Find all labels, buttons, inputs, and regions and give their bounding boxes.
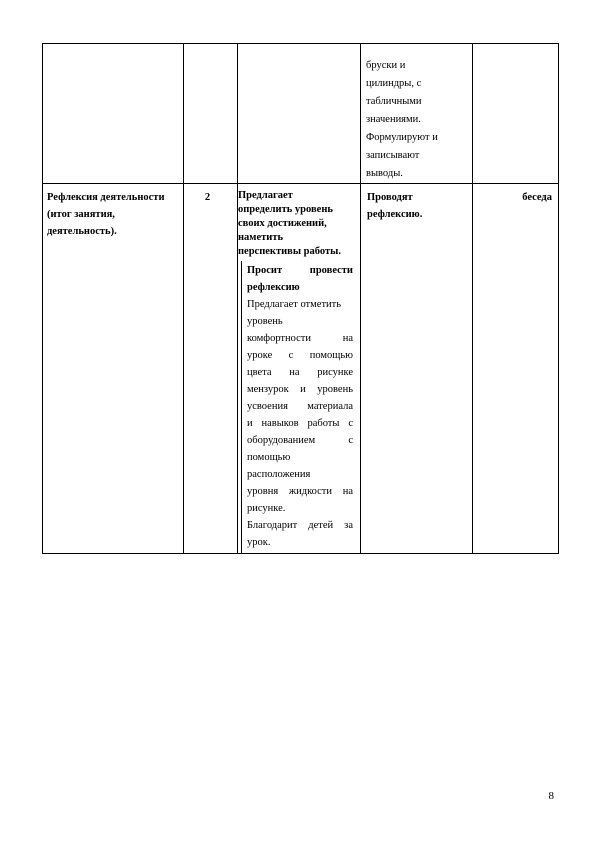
text-line: записывают (366, 150, 420, 161)
text-line: перспективы работы. (238, 246, 341, 257)
cell-minutes (184, 184, 238, 554)
cell-teacher-empty (238, 44, 361, 184)
text-line: деятельность). (47, 226, 117, 237)
minutes-value: 2 (204, 192, 211, 203)
text-line: (итог занятия, (47, 209, 115, 220)
cell-stage (43, 184, 184, 554)
students-activity (361, 184, 472, 223)
text-line: Рефлексия деятельности (47, 192, 165, 203)
text-line: и навыков работы с (247, 418, 353, 429)
text-line: табличными (366, 96, 422, 107)
lesson-plan-table (42, 43, 559, 554)
text-line: значениями. (366, 114, 421, 125)
text-line: помощью (247, 452, 291, 463)
text-line: урок. (247, 537, 271, 548)
text-line: бруски и (366, 60, 406, 71)
text-line: цвета на рисунке (247, 367, 353, 378)
cell-students (361, 184, 473, 554)
teacher-activity-box (241, 261, 356, 553)
text-line: Предлагает отметить (247, 299, 342, 310)
text-line: расположения (247, 469, 311, 480)
table-row-reflection (43, 184, 559, 554)
text-fragment: провести (309, 265, 353, 276)
text-line: своих достижений, (238, 218, 327, 229)
text-line (247, 262, 353, 279)
cell-teacher (238, 184, 361, 554)
text-line: цилиндры, с (366, 78, 422, 89)
text-line: оборудованием с (247, 435, 353, 446)
page-number: 8 (548, 790, 554, 802)
teacher-activity-bold (238, 184, 360, 259)
form-of-work: беседа (522, 192, 552, 203)
text-line: выводы. (366, 168, 403, 179)
text-line: комфортности на (247, 333, 353, 344)
cell-students-continuation (361, 44, 473, 184)
stage-text (43, 184, 183, 240)
text-line: рефлексию. (367, 209, 423, 220)
text-line: наметить (238, 232, 284, 243)
text-line: уровня жидкости на (247, 486, 353, 497)
text-line: Формулируют и (366, 132, 438, 143)
text-line: мензурок и уровень (247, 384, 353, 395)
text-line: рисунке. (247, 503, 286, 514)
text-fragment: Просит (247, 265, 283, 276)
text-line: усвоения материала (247, 401, 353, 412)
table-row-continuation (43, 44, 559, 184)
text-line: определить уровень (238, 204, 333, 215)
text-line: Благодарит детей за (247, 520, 353, 531)
cell-stage-empty (43, 44, 184, 184)
text-line: уровень (247, 316, 283, 327)
cell-form-empty (473, 44, 559, 184)
text-line: рефлексию (247, 282, 300, 293)
text-line: Предлагает (238, 190, 293, 201)
cell-minutes-empty (184, 44, 238, 184)
text-line: уроке с помощью (247, 350, 353, 361)
students-continuation-text (361, 44, 472, 183)
cell-form (473, 184, 559, 554)
text-line: Проводят (367, 192, 413, 203)
